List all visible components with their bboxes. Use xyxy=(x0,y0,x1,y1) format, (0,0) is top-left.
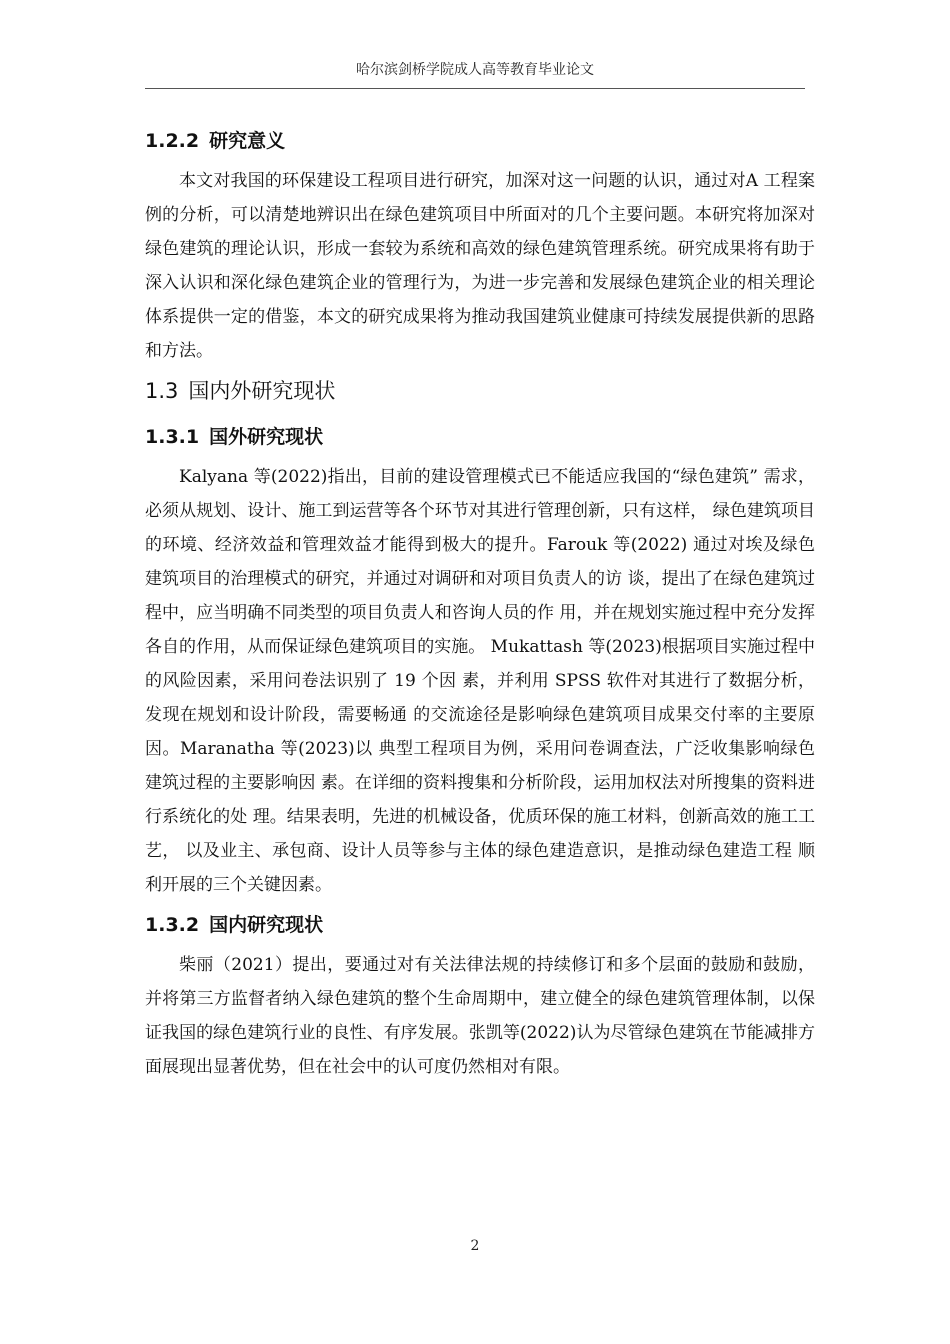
section-heading-1-2-2 xyxy=(145,118,815,164)
section-heading-1-3 xyxy=(145,368,815,414)
section-heading-1-3-2 xyxy=(145,902,815,948)
page-number: 2 xyxy=(470,1238,480,1254)
section-title: 国外研究现状 xyxy=(209,426,324,448)
paragraph-research-significance: 本文对我国的环保建设工程项目进行研究，加深对这一问题的认识，通过对A 工程案例的分析，可以清楚地辨识出在绿色建筑项目中所面对的几个主要问题。本研究将加深对绿色建筑的理论认识，形成一套较为系统和高效的绿色建筑管理系统。研究成果将有助于深入认识和深化绿色建筑企业的管理行为，为进一步完善和发展绿色建筑企业的相关理论体系提供一定的借鉴，本文的研究成果将为推动我国建筑业健康可持续发展提供新的思路和方法。 xyxy=(145,171,815,361)
section-number: 1.3 xyxy=(145,379,179,403)
paragraph-foreign-research: Kalyana 等(2022)指出，目前的建设管理模式已不能适应我国的“绿色建筑” 需求，必须从规划、设计、施工到运营等各个环节对其进行管理创新，只有这样， 绿色建筑项目的环境、经济效益和管理效益才能得到极大的提升。Farouk 等(2022) 通过对埃及绿色建筑项目的治理模式的研究，并通过对调研和对项目负责人的访 谈，提出了在绿色建筑过程中，应当明确不同类型的项目负责人和咨询人员的作 用，并在规划实施过程中充分发挥各自的作用，从而保证绿色建筑项目的实施。 Mukattash 等(2023)根据项目实施过程中的风险因素，采用问卷法识别了 19 个因 素，并利用 SPSS 软件对其进行了数据分析，发现在规划和设计阶段，需要畅通 的交流途径是影响绿色建筑项目成果交付率的主要原因。Maranatha 等(2023)以 典型工程项目为例，采用问卷调查法，广泛收集影响绿色建筑过程的主要影响因 素。在详细的资料搜集和分析阶段，运用加权法对所搜集的资料进行系统化的处 理。结果表明，先进的机械设备，优质环保的施工材料，创新高效的施工工艺， 以及业主、承包商、设计人员等参与主体的绿色建造意识，是推动绿色建造工程 顺利开展的三个关键因素。 xyxy=(145,467,815,895)
section-number: 1.3.2 xyxy=(145,914,200,936)
body-content xyxy=(145,118,815,1084)
section-title: 研究意义 xyxy=(209,130,286,152)
paragraph-domestic-research: 柴丽（2021）提出，要通过对有关法律法规的持续修订和多个层面的鼓励和鼓励，并将第三方监督者纳入绿色建筑的整个生命周期中，建立健全的绿色建筑管理体制，以保证我国的绿色建筑行业的良性、有序发展。张凯等(2022)认为尽管绿色建筑在节能减排方面展现出显著优势，但在社会中的认可度仍然相对有限。 xyxy=(145,955,815,1077)
section-title: 国内外研究现状 xyxy=(188,379,336,403)
section-title: 国内研究现状 xyxy=(209,914,324,936)
section-number: 1.2.2 xyxy=(145,130,200,152)
section-heading-1-3-1 xyxy=(145,414,815,460)
section-number: 1.3.1 xyxy=(145,426,200,448)
running-header: 哈尔滨剑桥学院成人高等教育毕业论文 xyxy=(145,56,805,89)
